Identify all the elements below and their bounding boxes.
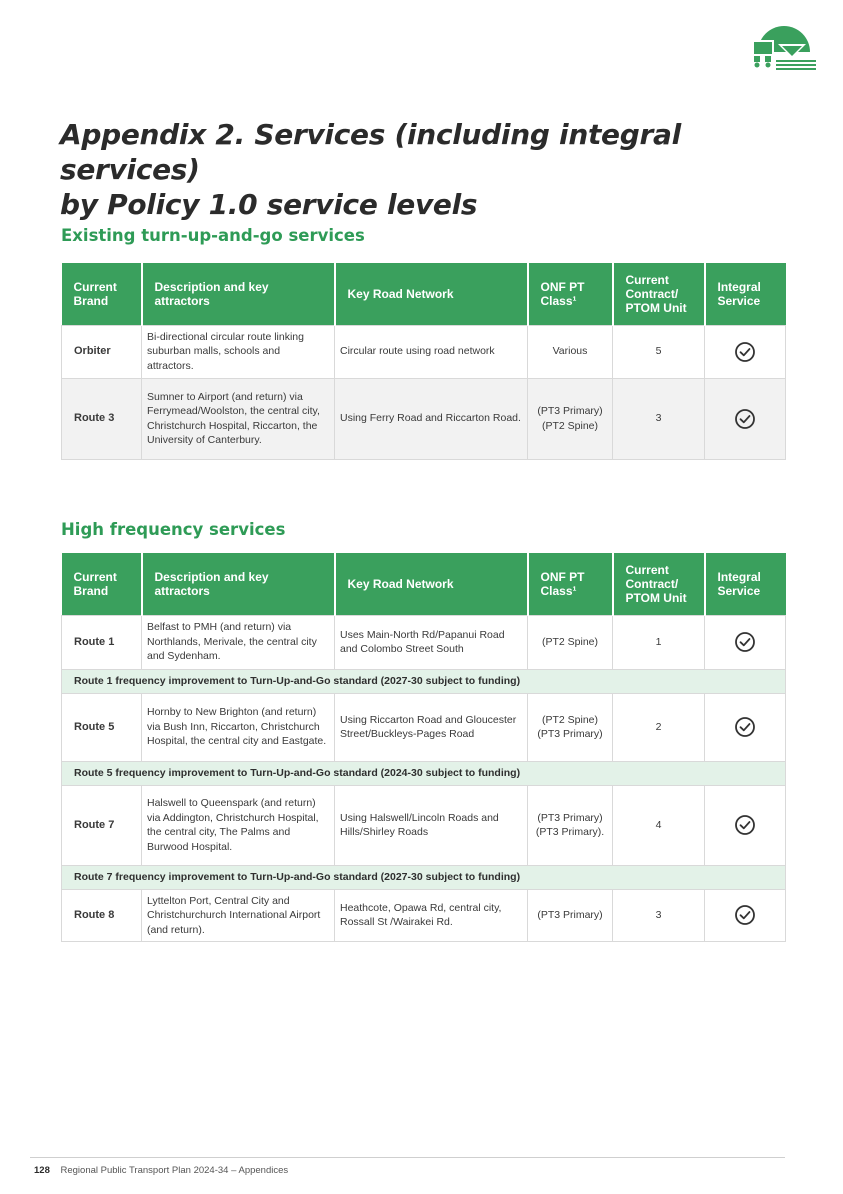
description-cell: Bi-directional circular route linking suburban malls, schools and attractors. (142, 325, 335, 378)
header-description: Description and key attractors (142, 553, 335, 615)
header-current-brand: Current Brand (62, 553, 142, 615)
check-circle-icon (734, 341, 756, 363)
table-header-row (62, 263, 786, 325)
brand-cell: Route 3 (62, 378, 142, 459)
highfreq-section-heading: High frequency services (61, 520, 286, 539)
frequency-note: Route 7 frequency improvement to Turn-Up-and-Go standard (2027-30 subject to funding) (62, 865, 786, 889)
unit-cell: 2 (613, 693, 705, 761)
footer-text: Regional Public Transport Plan 2024-34 – Appendices (60, 1165, 289, 1176)
onf-cell: (PT2 Spine) (528, 615, 613, 669)
check-circle-icon (734, 904, 756, 926)
header-description: Description and key attractors (142, 263, 335, 325)
integral-cell (705, 325, 786, 378)
brand-cell: Route 5 (62, 693, 142, 761)
header-onf-pt-class: ONF PT Class¹ (528, 263, 613, 325)
page-title-line-2: by Policy 1.0 service levels (60, 188, 478, 221)
description-cell: Hornby to New Brighton (and return) via Bush Inn, Riccarton, Christchurch Hospital, the central city and Eastgate. (142, 693, 335, 761)
table-row (62, 378, 786, 459)
page-title-line-1: Appendix 2. Services (including integral services) (60, 118, 681, 186)
header-current-contract: Current Contract/ PTOM Unit (613, 263, 705, 325)
description-cell: Lyttelton Port, Central City and Christchurchurch International Airport (and return). (142, 889, 335, 942)
page-footer (34, 1165, 288, 1176)
table-row (62, 693, 786, 761)
check-circle-icon (734, 716, 756, 738)
turnup-section-heading: Existing turn-up-and-go services (61, 226, 365, 245)
table-row (62, 325, 786, 378)
note-row (62, 669, 786, 693)
unit-cell: 3 (613, 889, 705, 942)
note-row (62, 865, 786, 889)
page-number: 128 (34, 1165, 50, 1176)
integral-cell (705, 785, 786, 865)
unit-cell: 4 (613, 785, 705, 865)
header-key-road-network: Key Road Network (335, 553, 528, 615)
road-cell: Using Ferry Road and Riccarton Road. (335, 378, 528, 459)
table-row (62, 785, 786, 865)
transport-logo-icon (750, 26, 818, 70)
brand-cell: Orbiter (62, 325, 142, 378)
onf-cell: (PT2 Spine) (PT3 Primary) (528, 693, 613, 761)
header-integral-service: Integral Service (705, 553, 786, 615)
description-cell: Halswell to Queenspark (and return) via Addington, Christchurch Hospital, the central city, The Palms and Burwood Hospital. (142, 785, 335, 865)
road-cell: Using Halswell/Lincoln Roads and Hills/Shirley Roads (335, 785, 528, 865)
header-onf-pt-class: ONF PT Class¹ (528, 553, 613, 615)
frequency-note: Route 5 frequency improvement to Turn-Up-and-Go standard (2024-30 subject to funding) (62, 761, 786, 785)
header-integral-service: Integral Service (705, 263, 786, 325)
onf-cell: (PT3 Primary) (PT3 Primary). (528, 785, 613, 865)
table-row (62, 889, 786, 942)
check-circle-icon (734, 814, 756, 836)
road-cell: Using Riccarton Road and Gloucester Street/Buckleys-Pages Road (335, 693, 528, 761)
brand-cell: Route 7 (62, 785, 142, 865)
integral-cell (705, 693, 786, 761)
brand-cell: Route 1 (62, 615, 142, 669)
check-circle-icon (734, 631, 756, 653)
page-title (60, 117, 800, 222)
unit-cell: 1 (613, 615, 705, 669)
onf-cell: (PT3 Primary) (528, 889, 613, 942)
road-cell: Circular route using road network (335, 325, 528, 378)
description-cell: Sumner to Airport (and return) via Ferrymead/Woolston, the central city, Christchurch Hospital, Riccarton, the University of Canterbury. (142, 378, 335, 459)
header-current-brand: Current Brand (62, 263, 142, 325)
unit-cell: 5 (613, 325, 705, 378)
integral-cell (705, 889, 786, 942)
description-cell: Belfast to PMH (and return) via Northlands, Merivale, the central city and Sydenham. (142, 615, 335, 669)
table-header-row (62, 553, 786, 615)
road-cell: Heathcote, Opawa Rd, central city, Rossall St /Wairakei Rd. (335, 889, 528, 942)
highfreq-services-table (61, 553, 786, 942)
unit-cell: 3 (613, 378, 705, 459)
table-row (62, 615, 786, 669)
header-key-road-network: Key Road Network (335, 263, 528, 325)
note-row (62, 761, 786, 785)
onf-cell: (PT3 Primary) (PT2 Spine) (528, 378, 613, 459)
frequency-note: Route 1 frequency improvement to Turn-Up-and-Go standard (2027-30 subject to funding) (62, 669, 786, 693)
header-current-contract: Current Contract/ PTOM Unit (613, 553, 705, 615)
footer-divider (30, 1157, 785, 1158)
brand-cell: Route 8 (62, 889, 142, 942)
onf-cell: Various (528, 325, 613, 378)
road-cell: Uses Main-North Rd/Papanui Road and Colombo Street South (335, 615, 528, 669)
integral-cell (705, 378, 786, 459)
check-circle-icon (734, 408, 756, 430)
integral-cell (705, 615, 786, 669)
turnup-services-table (61, 263, 786, 460)
